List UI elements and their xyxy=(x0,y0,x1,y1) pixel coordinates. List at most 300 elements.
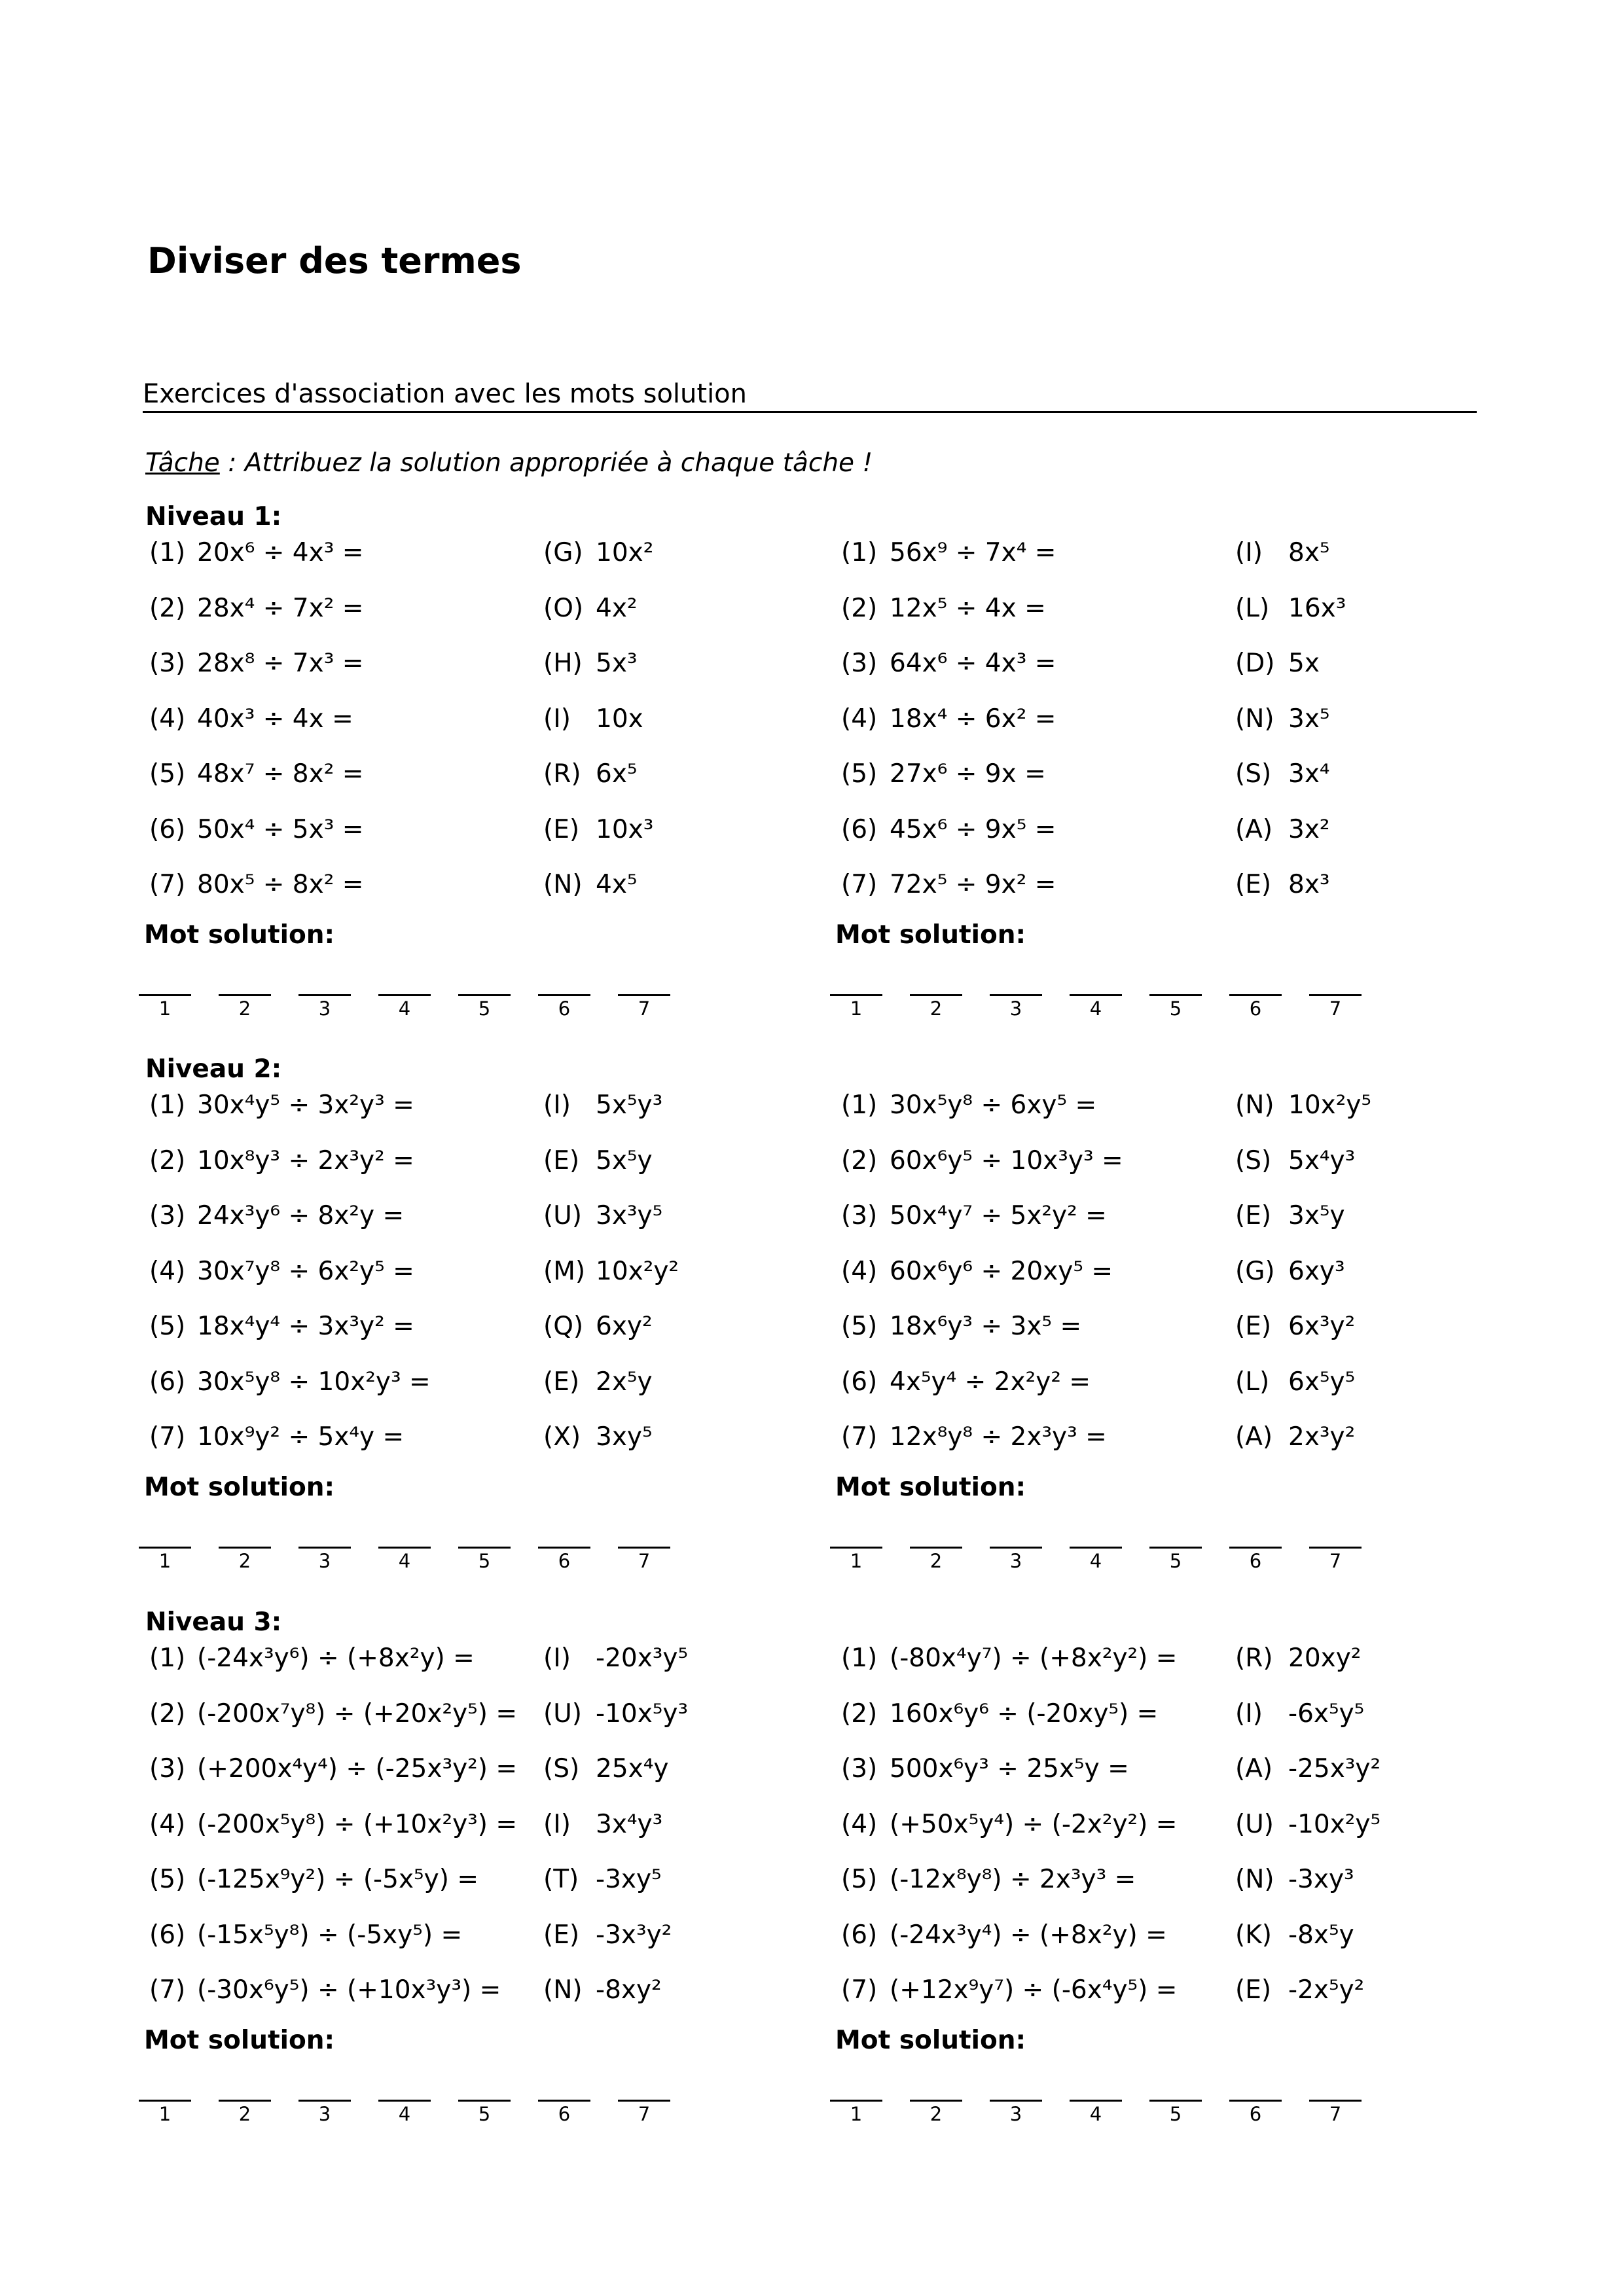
solution-word-label: Mot solution: xyxy=(144,2025,335,2055)
exercise-expression: 12x⁸y⁸ ÷ 2x³y³ = xyxy=(890,1422,1107,1452)
exercise-number: (4) xyxy=(841,704,878,734)
answer-option xyxy=(543,1867,662,1892)
exercise-number: (7) xyxy=(841,1975,878,2005)
answer-letter: (N) xyxy=(1235,1865,1274,1894)
answer-letter: (N) xyxy=(543,870,583,899)
answer-option xyxy=(543,1756,668,1782)
answer-value: 3x³y⁵ xyxy=(596,1201,663,1230)
answer-blank[interactable] xyxy=(1309,994,1362,996)
exercise-expression: (-15x⁵y⁸) ÷ (-5xy⁵) = xyxy=(197,1920,463,1950)
task-label: Tâche xyxy=(145,448,220,478)
page-title: Diviser des termes xyxy=(147,240,522,281)
answer-blank[interactable] xyxy=(618,2100,670,2102)
exercise-expression: 50x⁴ ÷ 5x³ = xyxy=(197,814,364,844)
answer-option xyxy=(1235,651,1320,676)
exercise-number: (4) xyxy=(149,704,186,734)
answer-value: 3x⁵ xyxy=(1288,704,1330,734)
task-text: : Attribuez la solution appropriée à chaque tâche ! xyxy=(219,448,873,478)
answer-letter: (I) xyxy=(1235,538,1263,567)
answer-letter: (Q) xyxy=(543,1312,584,1341)
exercise-expression: 30x⁵y⁸ ÷ 6xy⁵ = xyxy=(890,1090,1097,1120)
exercise-expression: 45x⁶ ÷ 9x⁵ = xyxy=(890,814,1056,844)
blank-number: 6 xyxy=(1249,1549,1262,1572)
answer-blank[interactable] xyxy=(298,2100,351,2102)
answer-letter: (L) xyxy=(1235,593,1270,623)
answer-blank[interactable] xyxy=(910,994,962,996)
exercise-expression: 28x⁴ ÷ 7x² = xyxy=(197,593,364,623)
answer-blank[interactable] xyxy=(298,1547,351,1549)
exercise-expression: 500x⁶y³ ÷ 25x⁵y = xyxy=(890,1754,1129,1784)
exercise-expression: 64x⁶ ÷ 4x³ = xyxy=(890,649,1056,678)
exercise-row xyxy=(149,1314,414,1339)
answer-value: 20xy² xyxy=(1288,1643,1362,1673)
exercise-number: (7) xyxy=(149,1975,186,2005)
blank-number: 3 xyxy=(1009,2102,1022,2125)
blank-number: 5 xyxy=(478,2102,491,2125)
blank-number: 2 xyxy=(929,997,943,1020)
level-title: Niveau 3: xyxy=(145,1607,282,1637)
task-instruction xyxy=(145,450,873,476)
blank-number: 1 xyxy=(158,997,171,1020)
exercise-number: (4) xyxy=(841,1809,878,1839)
answer-value: 5x⁵y³ xyxy=(596,1090,663,1120)
exercise-row xyxy=(149,1092,414,1118)
answer-value: 10x xyxy=(596,704,643,734)
exercise-row xyxy=(841,814,1056,844)
exercise-expression: (-125x⁹y²) ÷ (-5x⁵y) = xyxy=(197,1865,479,1894)
exercise-expression: (-200x⁷y⁸) ÷ (+20x²y⁵) = xyxy=(197,1698,518,1729)
answer-option xyxy=(543,593,638,623)
answer-blank[interactable] xyxy=(990,1547,1042,1549)
exercise-row xyxy=(841,1922,1167,1948)
answer-option xyxy=(1235,1256,1345,1286)
answer-blank[interactable] xyxy=(1149,2100,1202,2102)
answer-value: -20x³y⁵ xyxy=(596,1643,689,1673)
exercise-expression: 30x⁴y⁵ ÷ 3x²y³ = xyxy=(197,1090,414,1120)
exercise-row xyxy=(149,1256,414,1286)
exercise-row xyxy=(149,593,364,623)
exercise-number: (7) xyxy=(841,1422,878,1452)
solution-word-label: Mot solution: xyxy=(144,1472,335,1502)
exercise-number: (5) xyxy=(149,1865,186,1894)
exercise-number: (2) xyxy=(149,1698,186,1729)
solution-word-label: Mot solution: xyxy=(835,2025,1026,2055)
exercise-number: (2) xyxy=(149,1145,186,1175)
exercise-number: (2) xyxy=(841,593,878,623)
answer-value: 10x³ xyxy=(596,814,654,844)
answer-blank[interactable] xyxy=(910,2100,962,2102)
exercise-row xyxy=(841,1424,1107,1450)
exercise-expression: 28x⁸ ÷ 7x³ = xyxy=(197,649,364,678)
answer-letter: (A) xyxy=(1235,1754,1273,1784)
answer-option xyxy=(1235,1645,1361,1671)
blank-number: 7 xyxy=(1329,997,1342,1020)
answer-option xyxy=(1235,1867,1354,1892)
answer-option xyxy=(543,814,654,844)
answer-option xyxy=(1235,1092,1371,1118)
answer-blank[interactable] xyxy=(378,1547,431,1549)
exercise-row xyxy=(149,651,363,676)
answer-value: -25x³y² xyxy=(1288,1754,1381,1784)
exercise-number: (1) xyxy=(149,1090,186,1120)
exercise-number: (1) xyxy=(841,1643,878,1673)
answer-option xyxy=(1235,1698,1365,1729)
blank-number: 4 xyxy=(398,997,411,1020)
answer-option xyxy=(543,540,653,565)
exercise-number: (7) xyxy=(149,1422,186,1452)
answer-value: -8x⁵y xyxy=(1288,1920,1354,1950)
answer-option xyxy=(543,1092,662,1118)
answer-value: 10x²y² xyxy=(596,1256,679,1286)
answer-option xyxy=(543,761,638,787)
answer-blank[interactable] xyxy=(458,1547,511,1549)
exercise-number: (6) xyxy=(841,1920,878,1950)
answer-blank[interactable] xyxy=(538,1547,590,1549)
exercise-row xyxy=(841,1203,1107,1229)
answer-letter: (X) xyxy=(543,1422,581,1452)
exercise-expression: 48x⁷ ÷ 8x² = xyxy=(197,759,364,789)
answer-blank[interactable] xyxy=(1229,2100,1282,2102)
answer-blank[interactable] xyxy=(1229,994,1282,996)
answer-letter: (S) xyxy=(543,1754,580,1784)
answer-value: 5x xyxy=(1288,649,1320,678)
exercise-row xyxy=(149,1922,462,1948)
level-title: Niveau 2: xyxy=(145,1054,282,1084)
answer-letter: (D) xyxy=(1235,649,1275,678)
exercise-row xyxy=(149,1369,431,1395)
exercise-number: (1) xyxy=(841,1090,878,1120)
exercise-expression: 18x⁴ ÷ 6x² = xyxy=(890,704,1056,734)
answer-blank[interactable] xyxy=(830,994,882,996)
answer-value: 5x³ xyxy=(596,649,638,678)
answer-option xyxy=(543,1645,688,1671)
answer-blank[interactable] xyxy=(1070,2100,1122,2102)
answer-value: 3x⁴y³ xyxy=(596,1809,663,1839)
exercise-row xyxy=(149,1977,501,2003)
answer-option xyxy=(1235,1145,1356,1175)
exercise-expression: 20x⁶ ÷ 4x³ = xyxy=(197,538,364,567)
blank-number: 2 xyxy=(929,1549,943,1572)
exercise-expression: 80x⁵ ÷ 8x² = xyxy=(197,870,364,899)
answer-option xyxy=(543,1145,653,1175)
exercise-number: (7) xyxy=(149,870,186,899)
exercise-row xyxy=(841,1867,1136,1892)
solution-word-label: Mot solution: xyxy=(835,920,1026,950)
answer-letter: (I) xyxy=(543,704,571,734)
exercise-row xyxy=(149,540,363,565)
solution-word-label: Mot solution: xyxy=(835,1472,1026,1502)
exercise-row xyxy=(149,872,363,897)
answer-blank[interactable] xyxy=(458,994,511,996)
blank-number: 4 xyxy=(1089,1549,1102,1572)
exercise-expression: (-12x⁸y⁸) ÷ 2x³y³ = xyxy=(890,1865,1136,1894)
exercise-number: (6) xyxy=(149,1920,186,1950)
blank-number: 6 xyxy=(1249,997,1262,1020)
answer-letter: (R) xyxy=(1235,1643,1273,1673)
exercise-row xyxy=(841,1809,1178,1839)
exercise-expression: 4x⁵y⁴ ÷ 2x²y² = xyxy=(890,1367,1091,1397)
answer-value: 8x⁵ xyxy=(1288,538,1330,567)
blank-number: 4 xyxy=(1089,2102,1102,2125)
answer-letter: (S) xyxy=(1235,1145,1272,1175)
answer-option xyxy=(1235,540,1330,565)
answer-value: -10x²y⁵ xyxy=(1288,1809,1381,1839)
answer-option xyxy=(1235,761,1330,787)
answer-value: -3xy⁵ xyxy=(596,1865,662,1894)
answer-value: 5x⁴y³ xyxy=(1288,1145,1356,1175)
blank-number: 7 xyxy=(1329,1549,1342,1572)
answer-blank[interactable] xyxy=(1309,2100,1362,2102)
answer-blank[interactable] xyxy=(219,994,271,996)
blank-number: 1 xyxy=(850,997,863,1020)
exercise-row xyxy=(841,1145,1123,1175)
answer-value: 2x³y² xyxy=(1288,1422,1356,1452)
answer-letter: (O) xyxy=(543,593,584,623)
exercise-row xyxy=(841,1369,1091,1395)
answer-letter: (G) xyxy=(1235,1256,1275,1286)
answer-blank[interactable] xyxy=(830,1547,882,1549)
exercise-expression: 12x⁵ ÷ 4x = xyxy=(890,593,1046,623)
answer-blank[interactable] xyxy=(298,994,351,996)
answer-value: 8x³ xyxy=(1288,870,1330,899)
exercise-row xyxy=(841,1256,1113,1286)
answer-blank[interactable] xyxy=(1070,1547,1122,1549)
answer-letter: (I) xyxy=(1235,1698,1263,1729)
answer-option xyxy=(543,1314,653,1339)
answer-letter: (I) xyxy=(543,1643,571,1673)
answer-value: 6xy² xyxy=(596,1312,653,1341)
answer-option xyxy=(1235,1756,1380,1782)
exercise-number: (5) xyxy=(841,759,878,789)
answer-option xyxy=(543,1424,653,1450)
exercise-expression: 72x⁵ ÷ 9x² = xyxy=(890,870,1056,899)
exercise-number: (4) xyxy=(841,1256,878,1286)
answer-option xyxy=(1235,706,1330,732)
blank-number: 7 xyxy=(1329,2102,1342,2125)
exercise-row xyxy=(841,540,1056,565)
answer-option xyxy=(1235,1203,1345,1229)
answer-blank[interactable] xyxy=(1070,994,1122,996)
blank-number: 6 xyxy=(558,1549,571,1572)
blank-number: 2 xyxy=(929,2102,943,2125)
answer-blank[interactable] xyxy=(219,1547,271,1549)
exercise-number: (1) xyxy=(841,538,878,567)
answer-blank[interactable] xyxy=(618,994,670,996)
exercise-row xyxy=(841,872,1056,897)
answer-value: 10x²y⁵ xyxy=(1288,1090,1372,1120)
exercise-number: (3) xyxy=(149,1754,186,1784)
answer-blank[interactable] xyxy=(1229,1547,1282,1549)
answer-letter: (E) xyxy=(1235,1312,1272,1341)
answer-value: -3x³y² xyxy=(596,1920,672,1950)
answer-blank[interactable] xyxy=(910,1547,962,1549)
answer-letter: (I) xyxy=(543,1090,571,1120)
exercise-number: (6) xyxy=(841,1367,878,1397)
blank-number: 3 xyxy=(318,2102,331,2125)
answer-option xyxy=(543,872,638,897)
blank-number: 7 xyxy=(638,1549,651,1572)
exercise-expression: (+50x⁵y⁴) ÷ (-2x²y²) = xyxy=(890,1809,1178,1839)
exercise-expression: (-30x⁶y⁵) ÷ (+10x³y³) = xyxy=(197,1975,501,2005)
exercise-expression: 40x³ ÷ 4x = xyxy=(197,704,353,734)
answer-letter: (E) xyxy=(543,1920,580,1950)
answer-letter: (A) xyxy=(1235,814,1273,844)
answer-blank[interactable] xyxy=(538,2100,590,2102)
exercise-expression: 18x⁶y³ ÷ 3x⁵ = xyxy=(890,1312,1082,1341)
answer-letter: (N) xyxy=(1235,1090,1274,1120)
blank-number: 1 xyxy=(850,2102,863,2125)
blank-number: 5 xyxy=(1169,1549,1182,1572)
blank-number: 3 xyxy=(1009,997,1022,1020)
answer-option xyxy=(543,1203,662,1229)
exercise-expression: 24x³y⁶ ÷ 8x²y = xyxy=(197,1201,405,1230)
exercise-row xyxy=(841,1698,1159,1729)
exercise-expression: 60x⁶y⁵ ÷ 10x³y³ = xyxy=(890,1145,1123,1175)
answer-letter: (E) xyxy=(543,814,580,844)
blank-number: 5 xyxy=(1169,997,1182,1020)
level-title: Niveau 1: xyxy=(145,502,282,531)
answer-option xyxy=(543,1256,679,1286)
answer-option xyxy=(1235,1369,1355,1395)
exercise-expression: 10x⁸y³ ÷ 2x³y² = xyxy=(197,1145,414,1175)
answer-blank[interactable] xyxy=(990,2100,1042,2102)
answer-option xyxy=(1235,814,1330,844)
answer-value: 4x² xyxy=(596,593,638,623)
blank-number: 7 xyxy=(638,2102,651,2125)
exercise-number: (3) xyxy=(149,1201,186,1230)
exercise-row xyxy=(841,1645,1177,1671)
answer-letter: (M) xyxy=(543,1256,586,1286)
answer-value: 5x⁵y xyxy=(596,1145,653,1175)
answer-option xyxy=(543,1369,653,1395)
answer-blank[interactable] xyxy=(139,2100,191,2102)
exercise-number: (4) xyxy=(149,1809,186,1839)
exercise-expression: 60x⁶y⁶ ÷ 20xy⁵ = xyxy=(890,1256,1113,1286)
answer-blank[interactable] xyxy=(990,994,1042,996)
exercise-expression: 10x⁹y² ÷ 5x⁴y = xyxy=(197,1422,405,1452)
answer-letter: (H) xyxy=(543,649,583,678)
blank-number: 1 xyxy=(158,1549,171,1572)
exercise-expression: 160x⁶y⁶ ÷ (-20xy⁵) = xyxy=(890,1698,1159,1729)
blank-number: 2 xyxy=(238,2102,251,2125)
answer-blank[interactable] xyxy=(1149,1547,1202,1549)
answer-letter: (E) xyxy=(1235,1201,1272,1230)
answer-blank[interactable] xyxy=(618,1547,670,1549)
answer-letter: (L) xyxy=(1235,1367,1270,1397)
exercise-expression: 18x⁴y⁴ ÷ 3x³y² = xyxy=(197,1312,414,1341)
exercise-number: (1) xyxy=(149,1643,186,1673)
answer-option xyxy=(543,1977,662,2003)
answer-option xyxy=(1235,1977,1364,2003)
answer-letter: (U) xyxy=(543,1201,582,1230)
exercise-number: (6) xyxy=(841,814,878,844)
exercise-number: (5) xyxy=(841,1312,878,1341)
answer-blank[interactable] xyxy=(378,2100,431,2102)
answer-value: -10x⁵y³ xyxy=(596,1698,689,1729)
blank-number: 4 xyxy=(398,2102,411,2125)
exercise-expression: (+12x⁹y⁷) ÷ (-6x⁴y⁵) = xyxy=(890,1975,1178,2005)
answer-value: 6x⁵ xyxy=(596,759,638,789)
answer-letter: (G) xyxy=(543,538,583,567)
exercise-row xyxy=(149,1756,517,1782)
exercise-number: (2) xyxy=(841,1145,878,1175)
exercise-expression: (-24x³y⁶) ÷ (+8x²y) = xyxy=(197,1643,475,1673)
exercise-row xyxy=(841,651,1056,676)
exercise-row xyxy=(841,706,1056,732)
exercise-number: (3) xyxy=(841,1201,878,1230)
answer-value: 16x³ xyxy=(1288,593,1346,623)
blank-number: 6 xyxy=(558,997,571,1020)
answer-option xyxy=(543,1809,663,1839)
exercise-expression: (-200x⁵y⁸) ÷ (+10x²y³) = xyxy=(197,1809,518,1839)
answer-value: 3xy⁵ xyxy=(596,1422,653,1452)
exercise-expression: (+200x⁴y⁴) ÷ (-25x³y²) = xyxy=(197,1754,518,1784)
answer-blank[interactable] xyxy=(830,2100,882,2102)
answer-value: 25x⁴y xyxy=(596,1754,669,1784)
answer-blank[interactable] xyxy=(139,994,191,996)
answer-option xyxy=(1235,1809,1381,1839)
exercise-row xyxy=(841,1092,1096,1118)
answer-blank[interactable] xyxy=(458,2100,511,2102)
answer-letter: (N) xyxy=(543,1975,583,2005)
answer-blank[interactable] xyxy=(139,1547,191,1549)
solution-word-label: Mot solution: xyxy=(144,920,335,950)
answer-blank[interactable] xyxy=(378,994,431,996)
answer-value: 6x³y² xyxy=(1288,1312,1356,1341)
answer-option xyxy=(1235,1424,1355,1450)
exercise-expression: 30x⁵y⁸ ÷ 10x²y³ = xyxy=(197,1367,431,1397)
answer-blank[interactable] xyxy=(1149,994,1202,996)
exercise-number: (5) xyxy=(841,1865,878,1894)
exercise-number: (3) xyxy=(841,1754,878,1784)
answer-blank[interactable] xyxy=(219,2100,271,2102)
exercise-row xyxy=(149,761,363,787)
exercise-number: (2) xyxy=(149,593,186,623)
answer-option xyxy=(543,1922,672,1948)
answer-value: 6x⁵y⁵ xyxy=(1288,1367,1356,1397)
blank-number: 1 xyxy=(158,2102,171,2125)
answer-letter: (S) xyxy=(1235,759,1272,789)
blank-number: 3 xyxy=(318,997,331,1020)
answer-value: -2x⁵y² xyxy=(1288,1975,1365,2005)
answer-letter: (N) xyxy=(1235,704,1274,734)
answer-letter: (E) xyxy=(1235,870,1272,899)
answer-option xyxy=(1235,1314,1355,1339)
answer-value: 3x⁴ xyxy=(1288,759,1330,789)
answer-letter: (E) xyxy=(1235,1975,1272,2005)
exercise-row xyxy=(841,593,1046,623)
blank-number: 7 xyxy=(638,997,651,1020)
exercise-row xyxy=(149,1809,518,1839)
answer-blank[interactable] xyxy=(1309,1547,1362,1549)
exercise-number: (6) xyxy=(149,1367,186,1397)
answer-value: 3x⁵y xyxy=(1288,1201,1345,1230)
exercise-expression: 56x⁹ ÷ 7x⁴ = xyxy=(890,538,1056,567)
answer-letter: (T) xyxy=(543,1865,579,1894)
exercise-row xyxy=(841,1756,1129,1782)
exercise-row xyxy=(149,706,353,732)
answer-letter: (K) xyxy=(1235,1920,1272,1950)
answer-option xyxy=(1235,593,1346,623)
exercise-number: (6) xyxy=(149,814,186,844)
blank-number: 5 xyxy=(1169,2102,1182,2125)
answer-value: 10x² xyxy=(596,538,654,567)
answer-letter: (U) xyxy=(1235,1809,1274,1839)
exercise-row xyxy=(149,1698,518,1729)
answer-value: 3x² xyxy=(1288,814,1330,844)
exercise-row xyxy=(841,761,1046,787)
answer-blank[interactable] xyxy=(538,994,590,996)
